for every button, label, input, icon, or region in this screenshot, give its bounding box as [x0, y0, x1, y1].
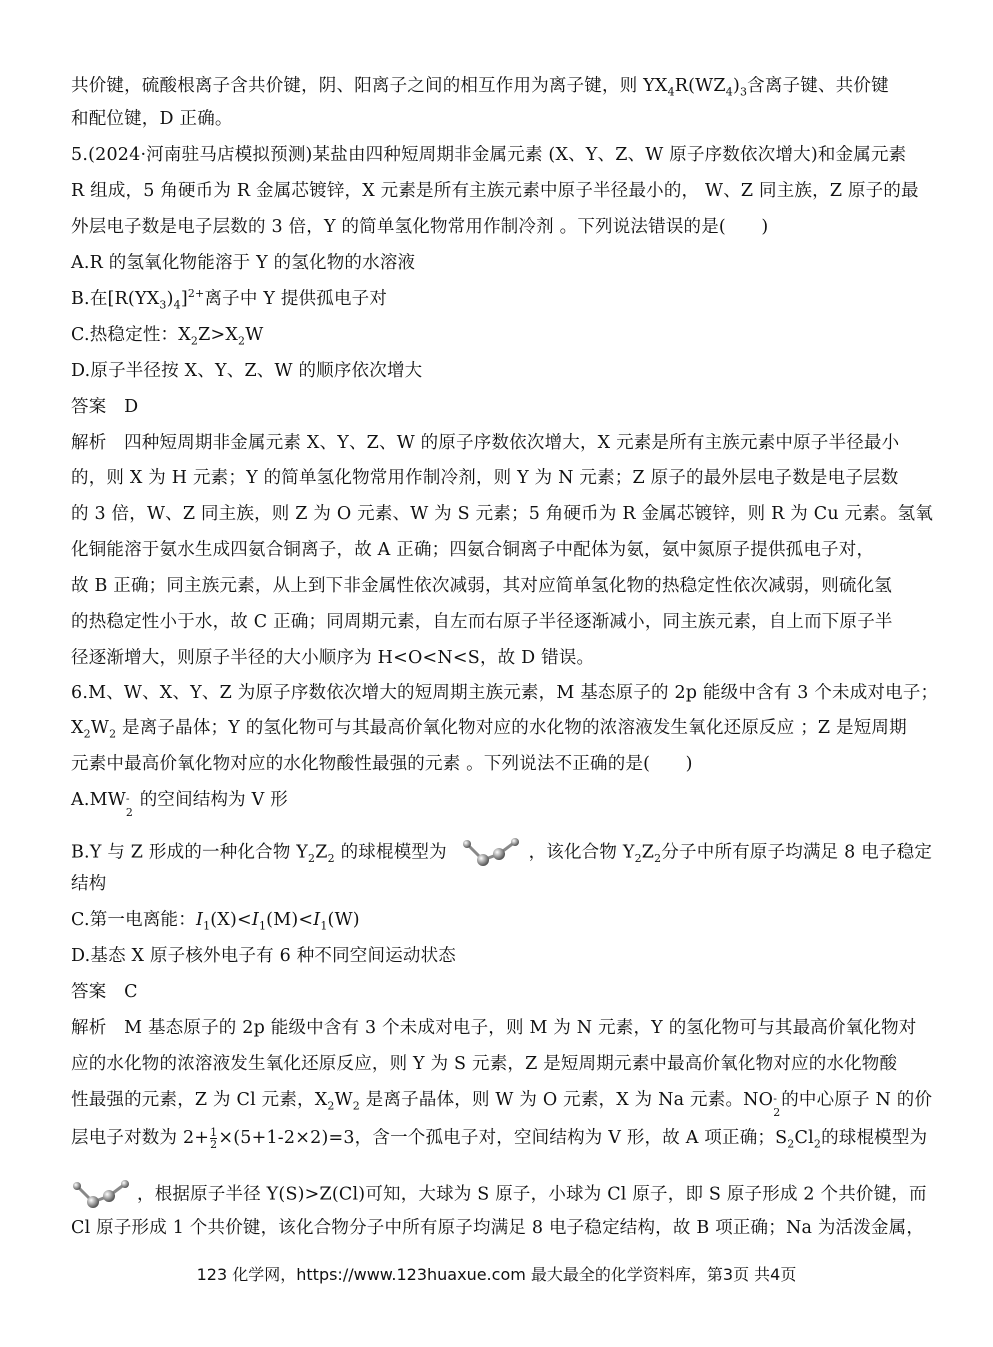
text-line: R 组成，5 角硬币为 R 金属芯镀锌，X 元素是所有主族元素中原子半径最小的， W、Z 同主族，Z 原子的最	[71, 181, 919, 201]
text-run: (X)<	[210, 910, 252, 930]
ball-stick-model-image	[461, 836, 521, 870]
text-run: Z	[315, 842, 328, 863]
subscript: 2	[327, 1099, 335, 1113]
option-b: B.在$[R(YX_3)_4]^{2+}$离子中 Y 提供孤电子对	[71, 287, 388, 312]
subscript: 2	[83, 727, 91, 741]
text-run: C.第一电离能：	[71, 910, 196, 930]
text-line: 外层电子数是电子层数的 3 倍，Y 的简单氢化物常用作制冷剂 。下列说法错误的是( )	[71, 217, 769, 237]
subscript: 2	[237, 334, 246, 348]
question-5-stem: 5.(2024·河南驻马店模拟预测)某盐由四种短周期非金属元素 (X、Y、Z、W 原子序数依次增大)和金属元素	[71, 145, 907, 165]
option-d: D.原子半径按 X、Y、Z、W 的顺序依次增大	[71, 361, 423, 381]
subscript: 3	[159, 298, 167, 312]
subscript: 2	[813, 1137, 822, 1151]
text-run: W	[334, 1090, 353, 1110]
subscript: 4	[173, 298, 181, 312]
text-run: 分子中所有原子均满足 8 电子稳定	[661, 842, 933, 863]
text-run: 的中心原子 N 的价	[781, 1090, 933, 1110]
text-run: Cl	[794, 1128, 814, 1148]
question-6-stem: 6.M、W、X、Y、Z 为原子序数依次增大的短周期主族元素，M 基态原子的 2p 能级中含有 3 个未成对电子；	[71, 683, 939, 703]
fraction-denominator: 2	[210, 1138, 218, 1151]
text-line	[71, 1126, 927, 1150]
analysis-text: 解析 M 基态原子的 2p 能级中含有 3 个未成对电子，则 M 为 N 元素，Y 的氢化物可与其最高价氧化物对	[71, 1018, 917, 1038]
text-run: 性最强的元素，Z 为 Cl 元素，X	[71, 1090, 328, 1110]
subscript: 2	[352, 1099, 360, 1113]
subscript: 2	[109, 727, 117, 741]
text-run: B.Y 与 Z 形成的一种化合物 Y	[71, 842, 309, 863]
subscript: 4	[725, 85, 733, 99]
subscript: 4	[667, 85, 675, 99]
text-line: 元素中最高价氧化物对应的水化物酸性最强的元素 。下列说法不正确的是( )	[71, 754, 693, 774]
text-run: 的空间结构为 V 形	[139, 790, 288, 810]
subscript: 2	[308, 852, 316, 865]
text-line: 故 B 正确；同主族元素，从上到下非金属性依次减弱，其对应简单氢化物的热稳定性依次减弱，则硫化氢	[71, 576, 893, 596]
subscript: 1	[203, 919, 211, 933]
text-run: X	[71, 718, 84, 738]
option-a: A.MW - 2 的空间结构为 V 形	[71, 790, 288, 819]
text-line: 结构	[71, 874, 107, 894]
text-line: 径逐渐增大，则原子半径的大小顺序为 H<O<N<S，故 D 错误。	[71, 648, 595, 668]
text-run: ，该化合物 Y	[528, 842, 635, 863]
text-run: 离子中 Y 提供孤电子对	[204, 289, 388, 309]
fraction	[210, 1127, 217, 1150]
answer-label: 答案 C	[71, 982, 138, 1002]
option-d: D.基态 X 原子核外电子有 6 种不同空间运动状态	[71, 946, 457, 966]
subscript: 1	[320, 919, 328, 933]
subscript: 2	[634, 852, 642, 865]
text-run: Z	[641, 842, 655, 863]
text-run: 是离子晶体，则 W 为 O 元素，X 为 Na 元素。NO	[365, 1090, 774, 1110]
text-line: 和配位键，D 正确。	[71, 109, 233, 129]
text-line: Cl 原子形成 1 个共价键，该化合物分子中所有原子均满足 8 电子稳定结构，故 B 项正确；Na 为活泼金属，	[71, 1218, 925, 1238]
text-line: 性最强的元素，Z 为 Cl 元素，$X_2W_2$ 是离子晶体，则 W 为 O 元素，X 为 Na 元素。NO - 2 的中心原子 N 的价	[71, 1090, 933, 1119]
option-a: A.R 的氢氧化物能溶于 Y 的氢化物的水溶液	[71, 253, 416, 273]
text-run: 含离子键、共价键	[747, 76, 889, 96]
option-b	[71, 836, 932, 870]
text-run: I	[251, 910, 259, 930]
text-run: B.在[R(YX	[71, 289, 160, 309]
text-run: I	[313, 910, 321, 930]
text-run: 的球棍模型为	[821, 1128, 928, 1148]
subscript: 3	[739, 85, 748, 99]
text-run: ，根据原子半径 Y(S)>Z(Cl)可知，大球为 S 原子，小球为 Cl 原子，即 S 原子形成 2 个共价键，而	[137, 1184, 927, 1205]
subscript: 2	[190, 334, 199, 348]
page-footer: 123 化学网，https://www.123huaxue.com 最大最全的化学资料库，第3页 共4页	[196, 1265, 797, 1284]
subscript: 1	[258, 919, 267, 933]
fraction-numerator: 1	[210, 1126, 218, 1139]
subscript: 2	[654, 852, 662, 865]
option-c	[71, 908, 360, 932]
text-line	[71, 716, 907, 740]
text-run: ×(5+1-2×2)=3，含一个孤电子对，空间结构为 V 形，故 A 项正确；S	[218, 1128, 788, 1148]
text-run: W	[90, 718, 110, 738]
text-run: 共价键，硫酸根离子含共价键，阴、阳离子之间的相互作用为离子键，则 YX	[71, 76, 668, 96]
text-run: 的球棍模型为	[340, 842, 447, 863]
text-run: W	[245, 325, 264, 345]
text-run: 是离子晶体；Y 的氢化物可与其最高价氧化物对应的水化物的浓溶液发生氧化还原反应 ；Z 是短周期	[122, 718, 907, 738]
text-run: (M)<	[266, 910, 314, 930]
text-line: 化铜能溶于氨水生成四氨合铜离子，故 A 正确；四氨合铜离子中配体为氨，氨中氮原子提供孤电子对，	[71, 540, 875, 560]
subscript: 2	[787, 1137, 795, 1151]
text-run: C.热稳定性：X	[71, 325, 191, 345]
answer-label: 答案 D	[71, 397, 139, 417]
subscript: 2	[327, 852, 335, 865]
text-run: I	[195, 910, 204, 930]
text-line: 的，则 X 为 H 元素；Y 的简单氢化物常用作制冷剂，则 Y 为 N 元素；Z 原子的最外层电子数是电子层数	[71, 468, 899, 488]
text-line: 应的水化物的浓溶液发生氧化还原反应，则 Y 为 S 元素，Z 是短周期元素中最高价氧化物对应的水化物酸	[71, 1054, 898, 1074]
superscript: 2+	[187, 287, 205, 301]
ball-stick-model-image	[71, 1178, 131, 1212]
text-line: 的热稳定性小于水，故 C 正确；同周期元素，自左而右原子半径逐渐减小，同主族元素，自上而下原子半	[71, 612, 893, 632]
analysis-text: 解析 四种短周期非金属元素 X、Y、Z、W 的原子序数依次增大，X 元素是所有主族元素中原子半径最小	[71, 433, 900, 453]
option-c	[71, 323, 263, 347]
text-run: R(WZ	[674, 76, 726, 96]
text-line: 的 3 倍，W、Z 同主族，则 Z 为 O 元素、W 为 S 元素；5 角硬币为 R 金属芯镀锌，则 R 为 Cu 元素。氢氧	[71, 504, 934, 524]
text-run: (W)	[327, 910, 360, 930]
text-line	[71, 1178, 927, 1212]
text-run: A.MW	[71, 790, 126, 810]
text-run: Z>X	[198, 325, 238, 345]
text-line: 共价键，硫酸根离子含共价键，阴、阳离子之间的相互作用为离子键，则 $YX_4R(WZ_4)_3$含离子键、共价键	[71, 76, 889, 99]
text-run: 层电子对数为 2+	[71, 1128, 210, 1148]
